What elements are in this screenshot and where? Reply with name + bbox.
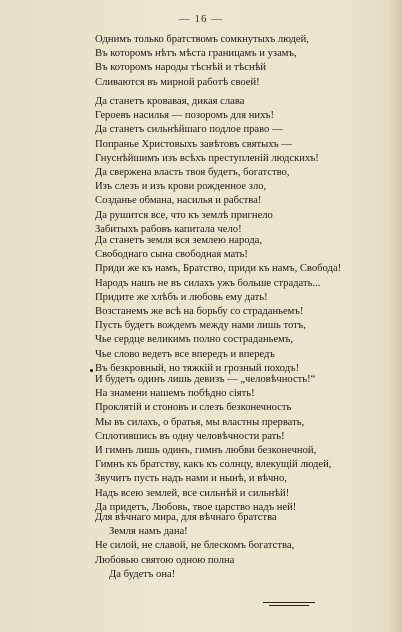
- verse-line-indented: Земля намъ дана!: [109, 526, 188, 538]
- verse-line: Чье сердце великимъ полно состраданьемъ,: [95, 334, 293, 346]
- stray-mark: [90, 369, 93, 372]
- verse-line: Возстанемъ же всѣ на борьбу со страданьемъ!: [95, 305, 304, 317]
- stanza-1: [95, 33, 395, 90]
- verse-line: Свободнаго сына свободная мать!: [95, 249, 248, 261]
- verse-line: Въ которомъ народы тѣснѣй и тѣснѣй: [95, 62, 267, 74]
- verse-line: Да станетъ сильнѣйшаго подлое право —: [95, 124, 283, 136]
- verse-line: Сплотившись въ одну человѣчности рать!: [95, 430, 285, 442]
- verse-line: Сливаются въ мирной работѣ своей!: [95, 76, 260, 88]
- stanza-4: [95, 373, 395, 515]
- verse-line: Да станетъ земля вся землею народа,: [95, 235, 262, 246]
- verse-line: Да придетъ, Любовь, твое царство надъ ней!: [95, 501, 297, 513]
- verse-line: Въ которомъ нѣтъ мѣста границамъ и узамъ,: [95, 48, 297, 60]
- verse-line: Забитыхъ рабовъ капитала чело!: [95, 223, 242, 235]
- stanza-5: [95, 511, 395, 582]
- verse-line: И гимнъ лишь одинъ, гимнъ любви безконечной,: [95, 444, 317, 456]
- verse-line: Изъ слезъ и изъ крови рожденное зло,: [95, 181, 267, 193]
- page-edge-shadow: [388, 0, 402, 632]
- verse-line: Надъ всею землей, все сильнѣй и сильнѣй!: [95, 487, 290, 499]
- verse-line: Звучитъ пусть надъ нами и нынѣ, и вѣчно,: [95, 473, 287, 485]
- verse-line: Приди же къ намъ, Братство, приди къ намъ, Свобода!: [95, 263, 342, 275]
- end-ornament-rule: [263, 602, 315, 603]
- verse-line: Однимъ только братствомъ сомкнутыхъ людей,: [95, 34, 309, 45]
- verse-line: Да свержена власть твоя будетъ, богатство,: [95, 166, 290, 178]
- verse-line: Не силой, не славой, не блескомъ богатства,: [95, 540, 295, 552]
- stanza-2: [95, 95, 395, 237]
- verse-line: Да рушится все, что къ землѣ пригнело: [95, 209, 273, 221]
- verse-line: Для вѣчнаго мира, для вѣчнаго братства: [95, 512, 277, 523]
- verse-line: Придите же хлѣбъ и любовь ему дать!: [95, 291, 268, 303]
- verse-line: На знамени нашемъ побѣдно сіять!: [95, 388, 255, 400]
- verse-line: Гимнъ къ братству, какъ къ солнцу, влекущій людей,: [95, 459, 332, 471]
- verse-line: Да станетъ кровавая, дикая слава: [95, 96, 245, 107]
- verse-line: Чье слово ведетъ все впередъ и впередъ: [95, 348, 275, 360]
- verse-line: Попранье Христовыхъ завѣтовъ святыхъ —: [95, 138, 292, 150]
- verse-line: Гнуснѣйшимъ изъ всѣхъ преступленій людскихъ!: [95, 152, 319, 164]
- verse-line: Любовью святою одною полна: [95, 554, 235, 566]
- verse-line: Героевъ насилья — позоромъ для нихъ!: [95, 110, 274, 122]
- verse-line: Пусть будетъ вождемъ между нами лишь тотъ,: [95, 320, 306, 332]
- verse-line: Проклятій и стоновъ и слезъ безконечность: [95, 402, 292, 414]
- verse-line: И будетъ одинъ лишь девизъ — „человѣчность!“: [95, 374, 316, 385]
- verse-line: Народъ нашъ не въ силахъ ужъ больше страдать...: [95, 277, 321, 289]
- page-number: — 16 —: [178, 13, 224, 25]
- verse-line: Созданье обмана, насилья и рабства!: [95, 195, 262, 207]
- verse-line: Мы въ силахъ, о братья, мы властны прервать,: [95, 416, 305, 428]
- stanza-3: [95, 234, 395, 376]
- verse-line-indented: Да будетъ она!: [109, 568, 176, 580]
- verse-line: Въ безкровный, но тяжкій и грозный походъ!: [95, 362, 300, 374]
